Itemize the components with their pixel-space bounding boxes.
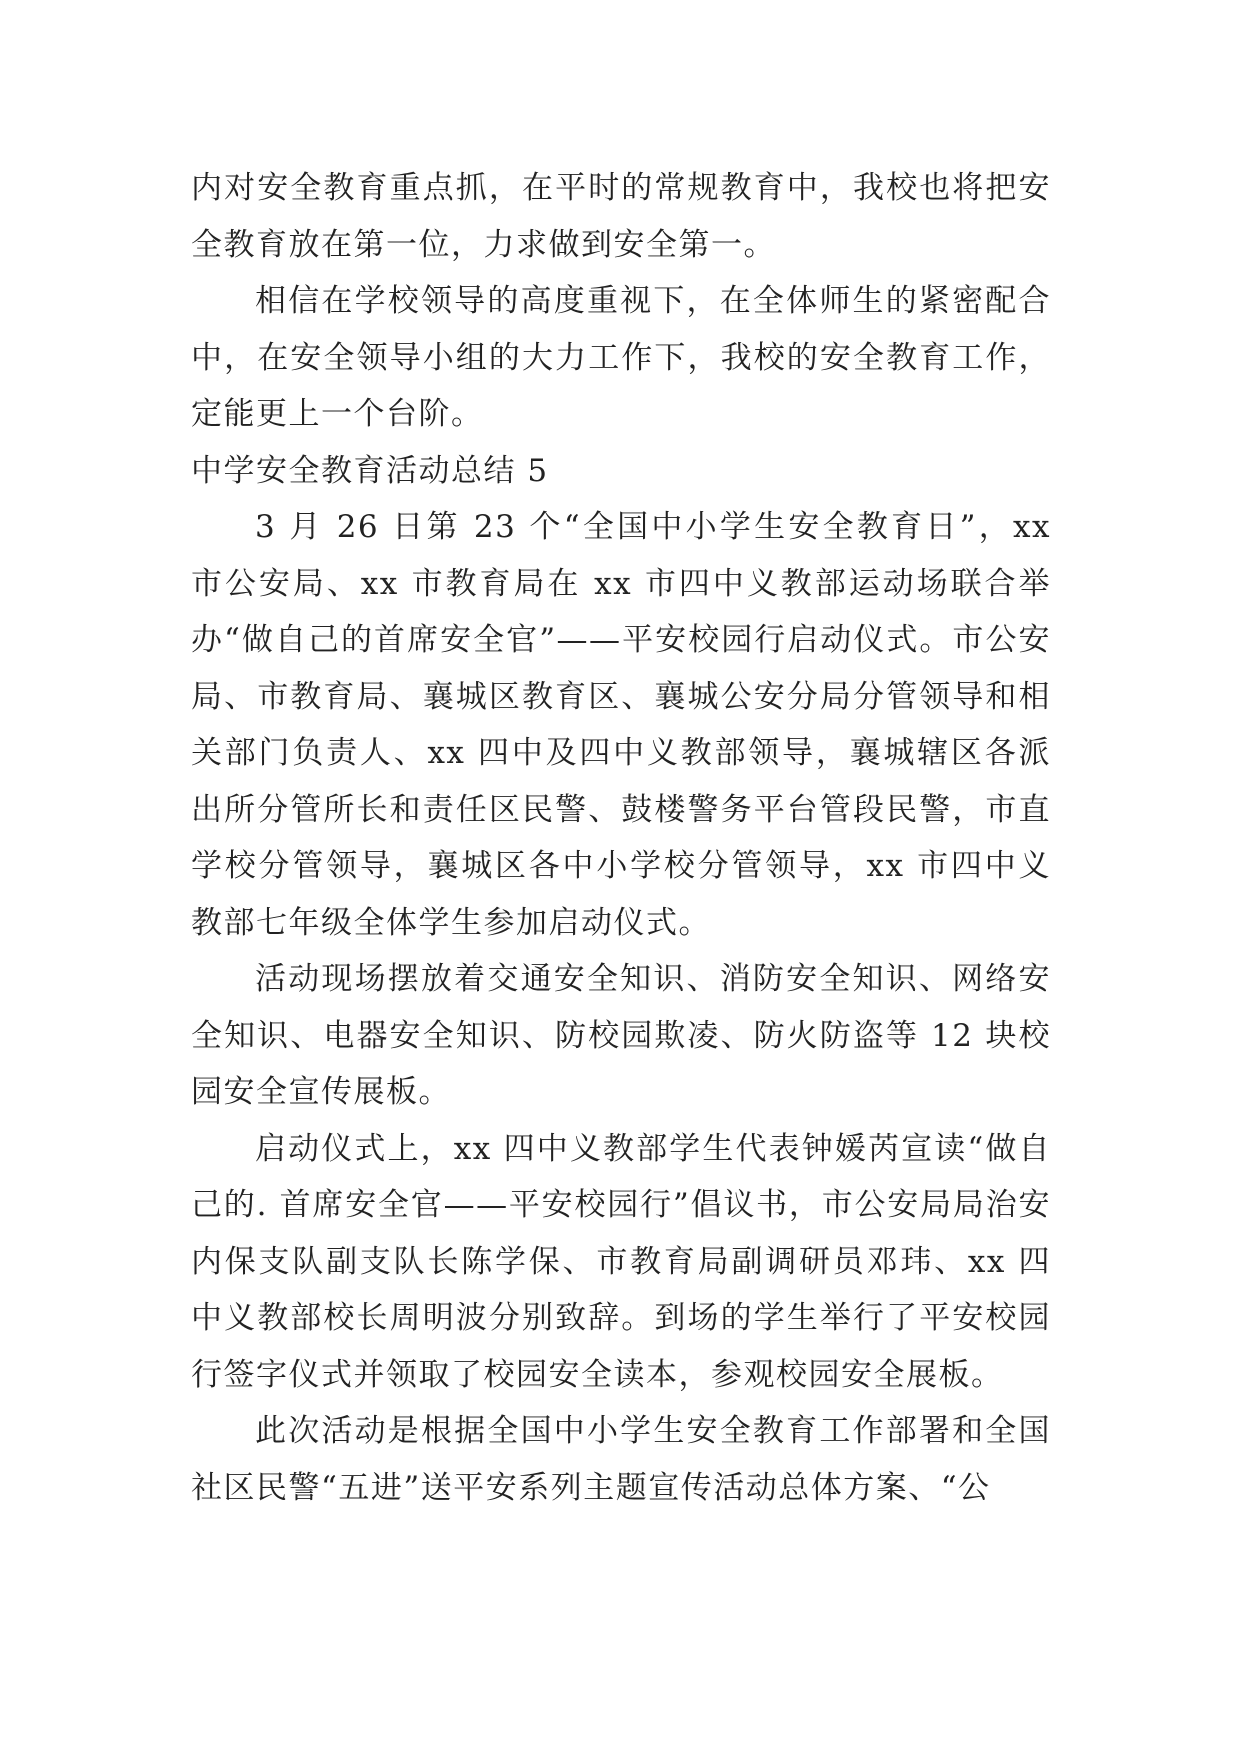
paragraph-conclusion: 相信在学校领导的高度重视下，在全体师生的紧密配合中，在安全领导小组的大力工作下，我校的安全教育工作，定能更上一个台阶。 xyxy=(191,283,1051,432)
paragraph-exhibit-boards: 活动现场摆放着交通安全知识、消防安全知识、网络安全知识、电器安全知识、防校园欺凌、防火防盗等 12 块校园安全宣传展板。 xyxy=(191,961,1051,1110)
document-body xyxy=(191,160,1051,1516)
paragraph-purpose: 此次活动是根据全国中小学生安全教育工作部署和全国社区民警“五进”送平安系列主题宣传活动总体方案、“公 xyxy=(191,1413,1051,1506)
paragraph-event-intro: 3 月 26 日第 23 个“全国中小学生安全教育日”，xx 市公安局、xx 市教育局在 xx 市四中义教部运动场联合举办“做自己的首席安全官”——平安校园行启动仪式。市公安局、市教育局、襄城区教育区、襄城公安分局分管领导和相关部门负责人、xx 四中及四中义教部领导，襄城辖区各派出所分管所长和责任区民警、鼓楼警务平台管段民警，市直学校分管领导，襄城区各中小学校分管领导，xx 市四中义教部七年级全体学生参加启动仪式。 xyxy=(191,509,1051,941)
section-heading: 中学安全教育活动总结 5 xyxy=(191,452,549,489)
paragraph-ceremony: 启动仪式上，xx 四中义教部学生代表钟媛芮宣读“做自己的. 首席安全官——平安校园行”倡议书，市公安局局治安内保支队副支队长陈学保、市教育局副调研员邓玮、xx 四中义教部校长周明波分别致辞。到场的学生举行了平安校园行签字仪式并领取了校园安全读本，参观校园安全展板。 xyxy=(191,1130,1051,1393)
paragraph-continuation: 内对安全教育重点抓，在平时的常规教育中，我校也将把安全教育放在第一位，力求做到安全第一。 xyxy=(191,170,1051,263)
